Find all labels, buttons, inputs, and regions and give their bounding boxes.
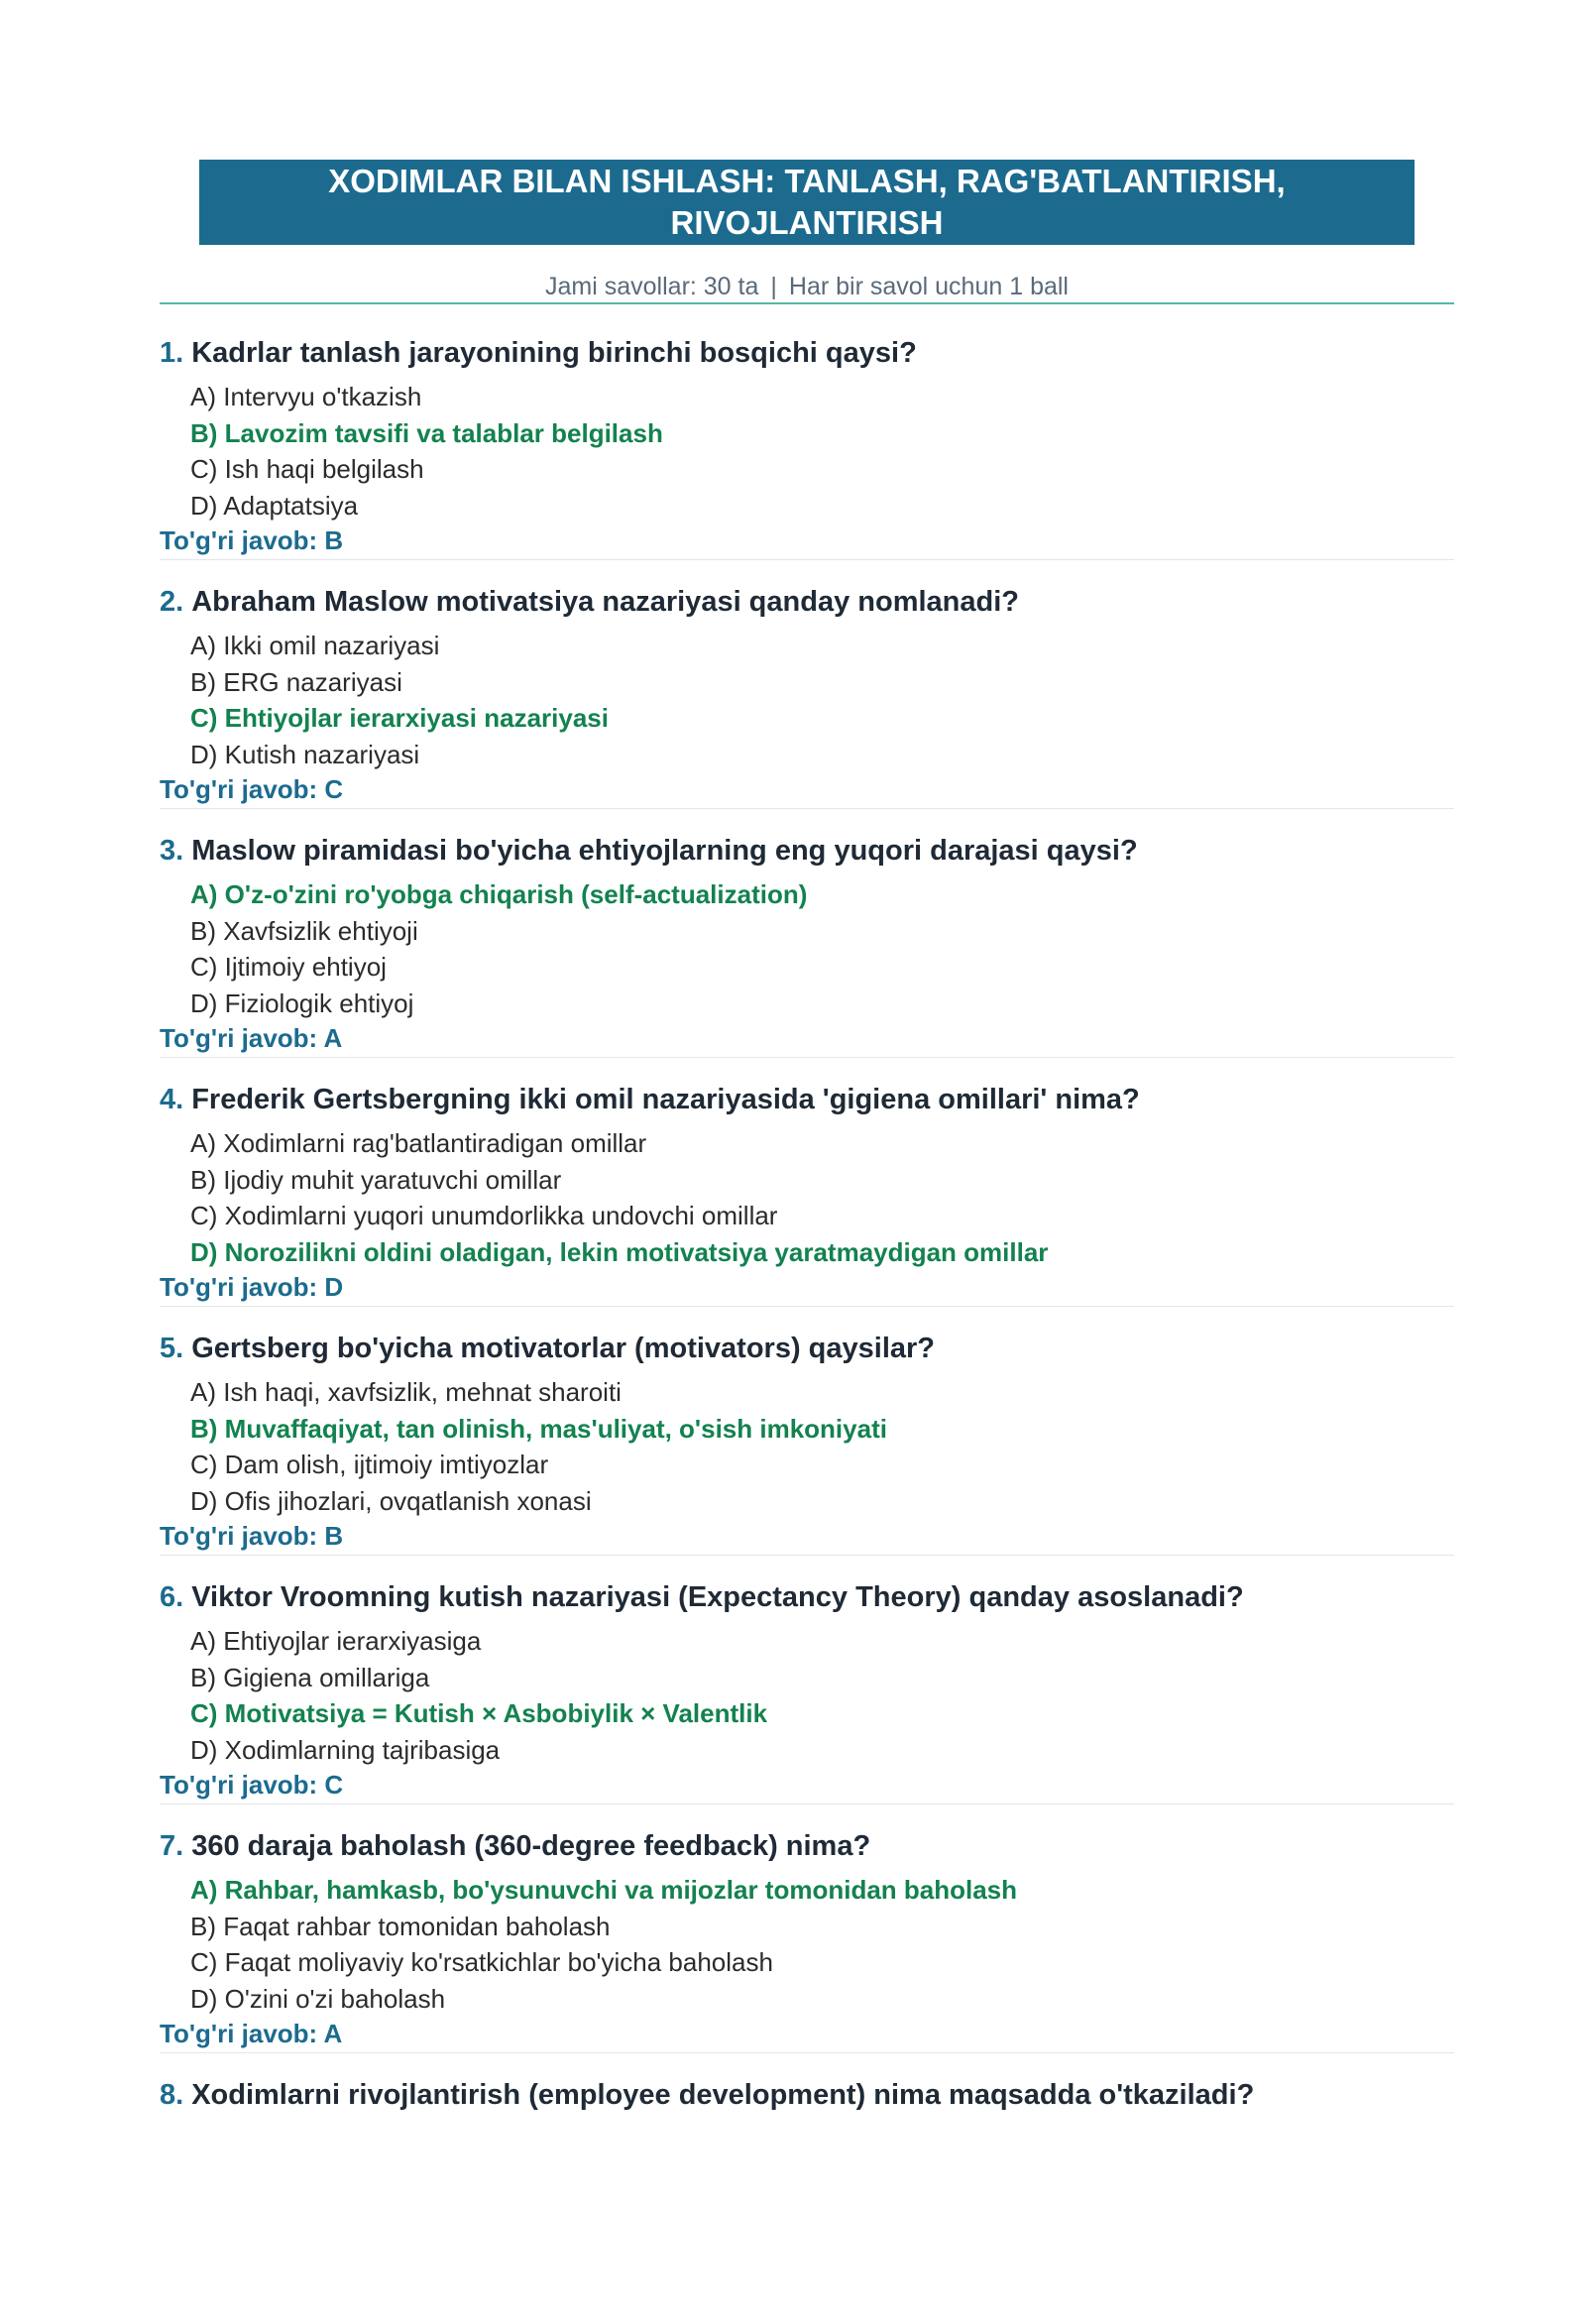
correct-answer-label: To'g'ri javob: A — [160, 1023, 343, 1053]
correct-option: C) Motivatsiya = Kutish × Asbobiylik × Valentlik — [190, 1698, 768, 1728]
answer-option: A) Intervyu o'tkazish — [190, 382, 422, 411]
question-divider — [160, 2052, 1454, 2053]
answer-option: A) Ish haqi, xavfsizlik, mehnat sharoiti — [190, 1377, 622, 1407]
question-title — [160, 831, 1138, 871]
question-title — [160, 582, 1019, 622]
question-item — [160, 2075, 1454, 2324]
answer-option: B) Gigiena omillariga — [190, 1662, 430, 1692]
answer-options — [190, 628, 609, 772]
answer-options — [190, 1872, 1017, 2017]
answer-option: B) Xavfsizlik ehtiyoji — [190, 915, 418, 946]
total-questions-text: Jami savollar: 30 ta — [545, 273, 759, 300]
answer-options — [190, 1374, 887, 1519]
answer-option: D) Ofis jihozlari, ovqatlanish xonasi — [190, 1485, 592, 1516]
question-number: 3. — [160, 835, 184, 867]
answer-option: C) Dam olish, ijtimoiy imtiyozlar — [190, 1450, 549, 1479]
correct-answer-label: To'g'ri javob: D — [160, 1272, 344, 1302]
question-item — [160, 1577, 1454, 1826]
answer-option: A) Ikki omil nazariyasi — [190, 631, 440, 660]
question-divider — [160, 1803, 1454, 1804]
correct-option: D) Norozilikni oldini oladigan, lekin motivatsiya yaratmaydigan omillar — [190, 1236, 1049, 1267]
correct-option: A) O'z-o'zini ro'yobga chiqarish (self-actualization) — [190, 879, 808, 909]
answer-option: C) Faqat moliyaviy ko'rsatkichlar bo'yicha baholash — [190, 1947, 773, 1977]
question-text: Kadrlar tanlash jarayonining birinchi bosqichi qaysi? — [191, 337, 917, 369]
question-divider — [160, 559, 1454, 560]
header-divider — [160, 302, 1454, 304]
answer-option: A) Ehtiyojlar ierarxiyasiga — [190, 1626, 482, 1656]
quiz-summary — [160, 271, 1454, 302]
question-item — [160, 582, 1454, 831]
correct-answer-label: To'g'ri javob: C — [160, 774, 344, 804]
question-number: 6. — [160, 1581, 184, 1613]
question-divider — [160, 1306, 1454, 1307]
points-info-text: Har bir savol uchun 1 ball — [788, 273, 1069, 300]
question-text: Maslow piramidasi bo'yicha ehtiyojlarning eng yuqori darajasi qaysi? — [191, 835, 1138, 867]
correct-answer-label: To'g'ri javob: C — [160, 1770, 344, 1800]
page-title: XODIMLAR BILAN ISHLASH: TANLASH, RAG'BATLANTIRISH, RIVOJLANTIRISH — [199, 160, 1415, 245]
question-title — [160, 2075, 1254, 2115]
question-divider — [160, 1057, 1454, 1058]
answer-options — [190, 379, 663, 523]
question-title — [160, 1577, 1244, 1617]
question-item — [160, 1826, 1454, 2075]
question-number: 5. — [160, 1333, 184, 1364]
answer-option: D) Fiziologik ehtiyoj — [190, 988, 414, 1018]
question-text: Xodimlarni rivojlantirish (employee development) nima maqsadda o'tkaziladi? — [191, 2079, 1255, 2111]
question-list — [160, 333, 1454, 2324]
correct-option: A) Rahbar, hamkasb, bo'ysunuvchi va mijozlar tomonidan baholash — [190, 1875, 1018, 1905]
answer-option: D) Xodimlarning tajribasiga — [190, 1734, 501, 1765]
question-item — [160, 1080, 1454, 1329]
question-title — [160, 1080, 1140, 1119]
question-text: 360 daraja baholash (360-degree feedback) nima? — [191, 1830, 871, 1862]
answer-options — [190, 1623, 767, 1768]
question-divider — [160, 1555, 1454, 1556]
answer-option: A) Xodimlarni rag'batlantiradigan omillar — [190, 1128, 647, 1158]
question-item — [160, 333, 1454, 582]
question-number: 1. — [160, 337, 184, 369]
question-title — [160, 333, 917, 373]
answer-option: D) O'zini o'zi baholash — [190, 1983, 446, 2014]
answer-option: B) Faqat rahbar tomonidan baholash — [190, 1911, 611, 1941]
correct-answer-label: To'g'ri javob: B — [160, 1521, 344, 1551]
answer-option: D) Adaptatsiya — [190, 490, 359, 521]
correct-option: C) Ehtiyojlar ierarxiyasi nazariyasi — [190, 703, 609, 733]
question-title — [160, 1329, 935, 1368]
question-number: 4. — [160, 1084, 184, 1115]
question-text: Frederik Gertsbergning ikki omil nazariyasida 'gigiena omillari' nima? — [191, 1084, 1140, 1115]
question-item — [160, 831, 1454, 1080]
question-number: 2. — [160, 586, 184, 618]
question-divider — [160, 808, 1454, 809]
question-text: Viktor Vroomning kutish nazariyasi (Expectancy Theory) qanday asoslanadi? — [191, 1581, 1244, 1613]
answer-option: D) Kutish nazariyasi — [190, 739, 420, 769]
answer-option: C) Ijtimoiy ehtiyoj — [190, 952, 387, 982]
question-number: 7. — [160, 1830, 184, 1862]
correct-answer-label: To'g'ri javob: B — [160, 525, 344, 555]
question-item — [160, 1329, 1454, 1577]
correct-answer-label: To'g'ri javob: A — [160, 2019, 343, 2048]
question-number: 8. — [160, 2079, 184, 2111]
answer-option: C) Ish haqi belgilash — [190, 454, 424, 484]
question-text: Gertsberg bo'yicha motivatorlar (motivators) qaysilar? — [191, 1333, 936, 1364]
question-title — [160, 1826, 870, 1866]
answer-option: B) ERG nazariyasi — [190, 666, 402, 697]
correct-option: B) Lavozim tavsifi va talablar belgilash — [190, 417, 663, 448]
summary-separator: | — [770, 273, 777, 300]
answer-options — [190, 1125, 1048, 1270]
question-text: Abraham Maslow motivatsiya nazariyasi qanday nomlanadi? — [191, 586, 1019, 618]
answer-option: B) Ijodiy muhit yaratuvchi omillar — [190, 1164, 562, 1195]
correct-option: B) Muvaffaqiyat, tan olinish, mas'uliyat, o'sish imkoniyati — [190, 1413, 887, 1444]
answer-options — [190, 876, 807, 1021]
answer-option: C) Xodimlarni yuqori unumdorlikka undovchi omillar — [190, 1201, 778, 1230]
